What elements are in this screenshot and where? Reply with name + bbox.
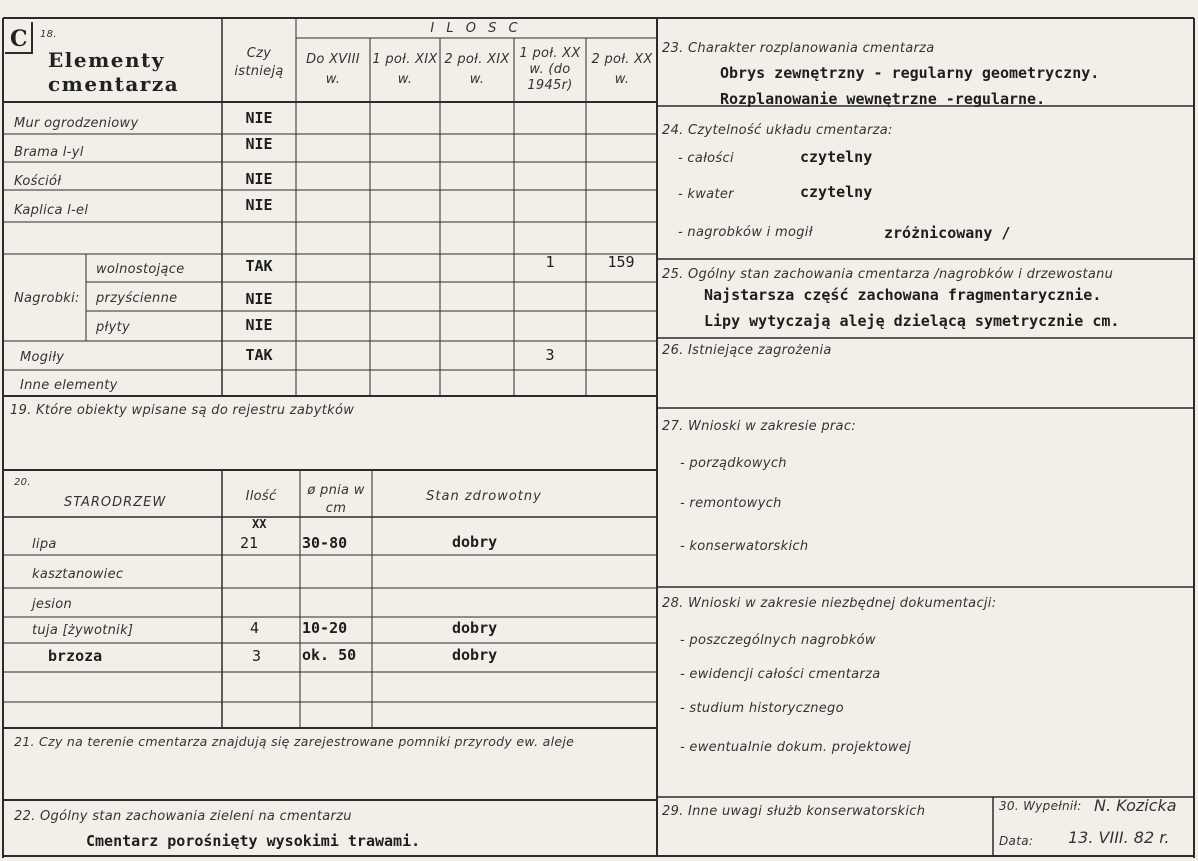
row-exists-kosciol: NIE	[245, 170, 273, 188]
section-title-line1: Elementy	[48, 48, 165, 72]
nagrobki-wolnostojace-2pol-xx: 159	[607, 253, 635, 271]
q24-calosci-value: czytelny	[800, 148, 873, 166]
tree-brzoza-count: 3	[252, 647, 262, 665]
tree-brzoza-state: dobry	[452, 646, 498, 664]
q22-label: 22. Ogólny stan zachowania zieleni na cmentarzu	[14, 809, 352, 824]
tree-lipa-name: lipa	[32, 537, 57, 552]
starodrzew-header: STARODRZEW	[64, 495, 167, 510]
row-label-brama: Brama l-yl	[14, 145, 84, 160]
starodrzew-col-stan: Stan zdrowotny	[426, 489, 542, 504]
row-exists-brama: NIE	[245, 135, 273, 153]
tree-brzoza-diameter: ok. 50	[302, 646, 357, 664]
mogily-exists: TAK	[245, 346, 273, 364]
nagrobki-wolnostojace-exists: TAK	[245, 257, 273, 275]
q24-label: 24. Czytelność układu cmentarza:	[662, 123, 893, 138]
tree-lipa-state: dobry	[452, 533, 498, 551]
starodrzew-struck-count: XX	[252, 517, 267, 531]
row-exists-kaplica: NIE	[245, 196, 273, 214]
col-czy-istnieja: Czy istnieją	[234, 46, 284, 79]
q24-nagrobkow-label: - nagrobków i mogił	[678, 225, 813, 240]
q28-item-projektowej: - ewentualnie dokum. projektowej	[680, 740, 912, 755]
inne-elementy-label: Inne elementy	[20, 378, 118, 393]
row-exists-mur: NIE	[245, 109, 273, 127]
mogily-label: Mogiły	[20, 350, 65, 365]
q23-line1: Obrys zewnętrzny - regularny geometryczny.	[720, 64, 1100, 82]
nagrobki-przyscienne-label: przyścienne	[96, 291, 178, 306]
q27-item-remontowych: - remontowych	[680, 496, 782, 511]
tree-tuja-diameter: 10-20	[302, 619, 348, 637]
q30-date-label: Data:	[999, 834, 1034, 848]
nagrobki-wolnostojace-label: wolnostojące	[96, 262, 185, 277]
q24-kwater-label: - kwater	[678, 187, 734, 202]
q19-label: 19. Które obiekty wpisane są do rejestru zabytków	[10, 403, 355, 418]
col-2pol-xix: 2 poł. XIX w.	[444, 52, 510, 87]
q26-label: 26. Istniejące zagrożenia	[662, 343, 832, 358]
section-title-line2: cmentarza	[48, 72, 180, 96]
nagrobki-wolnostojace-1pol-xx: 1	[545, 253, 555, 271]
tree-kasztanowiec-name: kasztanowiec	[32, 567, 124, 582]
row-label-kosciol: Kościół	[14, 174, 62, 189]
q28-item-ewidencji: - ewidencji całości cmentarza	[680, 667, 881, 682]
q27-label: 27. Wnioski w zakresie prac:	[662, 419, 856, 434]
tree-jesion-name: jesion	[32, 597, 72, 612]
col-1pol-xix: 1 poł. XIX w.	[372, 52, 438, 87]
q25-line2: Lipy wytyczają aleję dzielącą symetrycznie cm.	[704, 312, 1120, 330]
tree-lipa-count: 21	[240, 534, 259, 552]
tree-brzoza-name: brzoza	[48, 647, 103, 665]
q23-line2: Rozplanowanie wewnętrzne -regularne.	[720, 90, 1046, 108]
q30-label: 30. Wypełnił:	[999, 799, 1082, 813]
tree-tuja-count: 4	[250, 619, 260, 637]
q25-line1: Najstarsza część zachowana fragmentarycznie.	[704, 286, 1102, 304]
mogily-1pol-xx: 3	[545, 346, 555, 364]
section-number: 18.	[40, 29, 57, 40]
nagrobki-przyscienne-exists: NIE	[245, 290, 273, 308]
nagrobki-plyty-label: płyty	[96, 320, 130, 335]
q24-calosci-label: - całości	[678, 151, 734, 166]
row-label-kaplica: Kaplica l-el	[14, 203, 89, 218]
q24-nagrobkow-value: zróżnicowany /	[884, 224, 1011, 242]
col-do-xviii: Do XVIII w.	[306, 52, 360, 87]
col-ilosc: I L O S C	[430, 21, 522, 36]
q28-item-studium: - studium historycznego	[680, 701, 844, 716]
row-label-mur: Mur ogrodzeniowy	[14, 116, 139, 131]
q27-item-konserwatorskich: - konserwatorskich	[680, 539, 809, 554]
q25-label: 25. Ogólny stan zachowania cmentarza /nagrobków i drzewostanu	[662, 267, 1114, 282]
q30-date: 13. VIII. 82 r.	[1068, 828, 1170, 847]
q30-name: N. Kozicka	[1094, 796, 1177, 815]
col-2pol-xx: 2 poł. XX w.	[591, 52, 653, 87]
q24-kwater-value: czytelny	[800, 183, 873, 201]
starodrzew-number: 20.	[14, 477, 31, 488]
q22-answer: Cmentarz porośnięty wysokimi trawami.	[86, 832, 421, 850]
section-letter: C	[10, 26, 30, 52]
q28-label: 28. Wnioski w zakresie niezbędnej dokumentacji:	[662, 596, 997, 611]
q23-label: 23. Charakter rozplanowania cmentarza	[662, 41, 935, 56]
tree-lipa-diameter: 30-80	[302, 534, 348, 552]
q21-label: 21. Czy na terenie cmentarza znajdują się zarejestrowane pomniki przyrody ew. aleje	[14, 734, 575, 749]
starodrzew-col-pnia: ø pnia w cm	[307, 483, 365, 516]
q27-item-porzadkowych: - porządkowych	[680, 456, 787, 471]
q29-label: 29. Inne uwagi służb konserwatorskich	[662, 804, 926, 819]
tree-tuja-state: dobry	[452, 619, 498, 637]
nagrobki-label: Nagrobki:	[14, 291, 80, 306]
q28-item-nagrobkow: - poszczególnych nagrobków	[680, 633, 876, 648]
col-1pol-xx: 1 poł. XX w. (do 1945r)	[519, 46, 581, 93]
starodrzew-col-ilosc: Ilość	[245, 489, 277, 504]
nagrobki-plyty-exists: NIE	[245, 316, 273, 334]
tree-tuja-name: tuja [żywotnik]	[32, 623, 134, 638]
